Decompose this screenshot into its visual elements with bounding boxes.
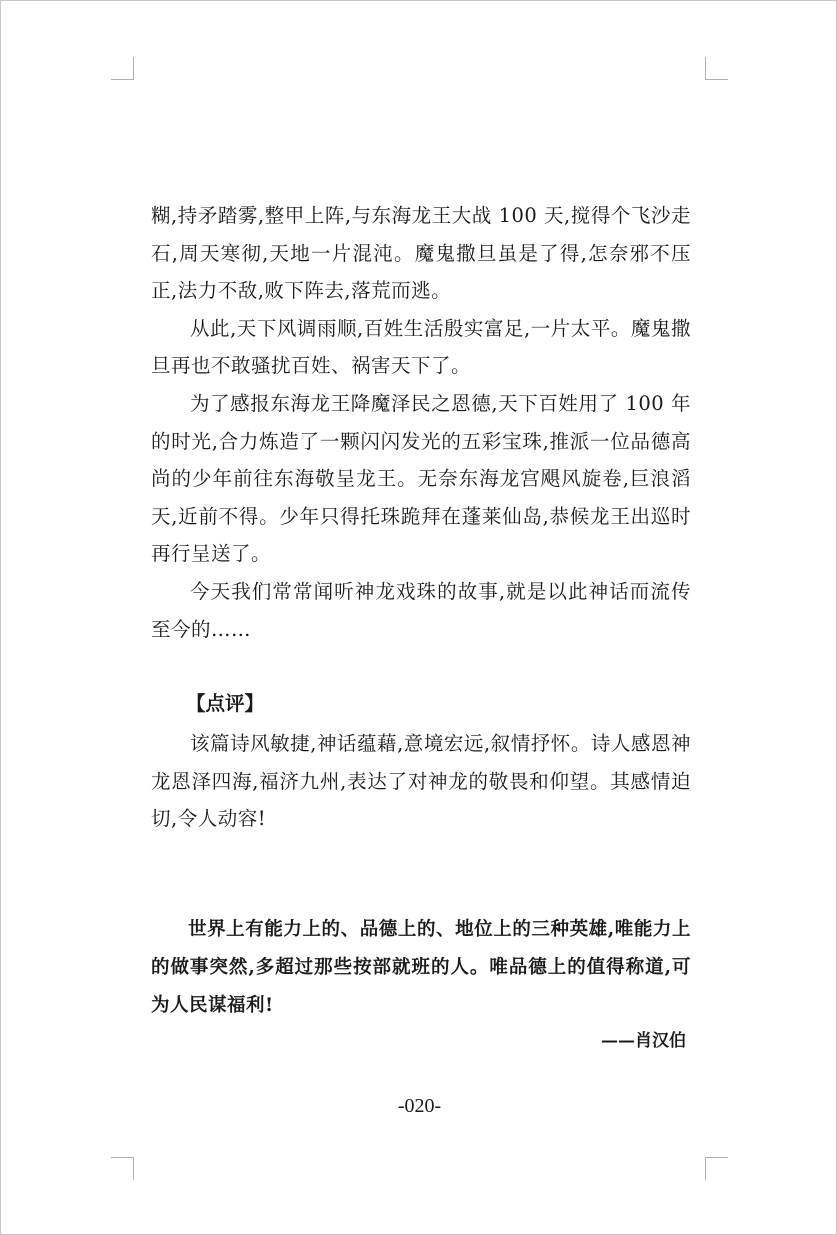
review-section — [151, 725, 691, 838]
story-paragraph-4: 今天我们常常闻听神龙戏珠的故事,就是以此神话而流传至今的…… — [151, 579, 691, 641]
story-paragraph-2: 从此,天下风调雨顺,百姓生活殷实富足,一片太平。魔鬼撒旦再也不敢骚扰百姓、祸害天下了。 — [151, 316, 691, 378]
crop-mark-top-right — [705, 57, 728, 80]
review-heading: 【点评】 — [186, 692, 265, 715]
story-paragraph-1: 糊,持矛踏雾,整甲上阵,与东海龙王大战 100 天,搅得个飞沙走石,周天寒彻,天地一片混沌。魔鬼撒旦虽是了得,怎奈邪不压正,法力不敌,败下阵去,落荒而逃。 — [151, 204, 691, 303]
page-number: -020- — [397, 1095, 442, 1117]
crop-mark-bottom-left — [111, 1157, 134, 1180]
crop-mark-top-left — [111, 57, 134, 80]
quote-author: ——肖汉伯 — [601, 1031, 686, 1051]
quote-text: 世界上有能力上的、品德上的、地位上的三种英雄,唯能力上的做事突然,多超过那些按部就班的人。唯品德上的值得称道,可为人民谋福利! — [151, 919, 691, 1016]
review-text: 该篇诗风敏捷,神话蕴藉,意境宏远,叙情抒怀。诗人感恩神龙恩泽四海,福济九州,表达了对神龙的敬畏和仰望。其感情迫切,令人动容! — [151, 732, 691, 831]
crop-mark-bottom-right — [705, 1157, 728, 1180]
quote-section — [151, 911, 691, 1025]
story-paragraph-3: 为了感报东海龙王降魔泽民之恩德,天下百姓用了 100 年的时光,合力炼造了一颗闪闪发光的五彩宝珠,推派一位品德高尚的少年前往东海敬呈龙王。无奈东海龙宫飓风旋卷,巨浪滔天,近前不得。少年只得托珠跪拜在蓬莱仙岛,恭候龙王出巡时再行呈送了。 — [151, 391, 691, 566]
story-body — [151, 197, 691, 648]
